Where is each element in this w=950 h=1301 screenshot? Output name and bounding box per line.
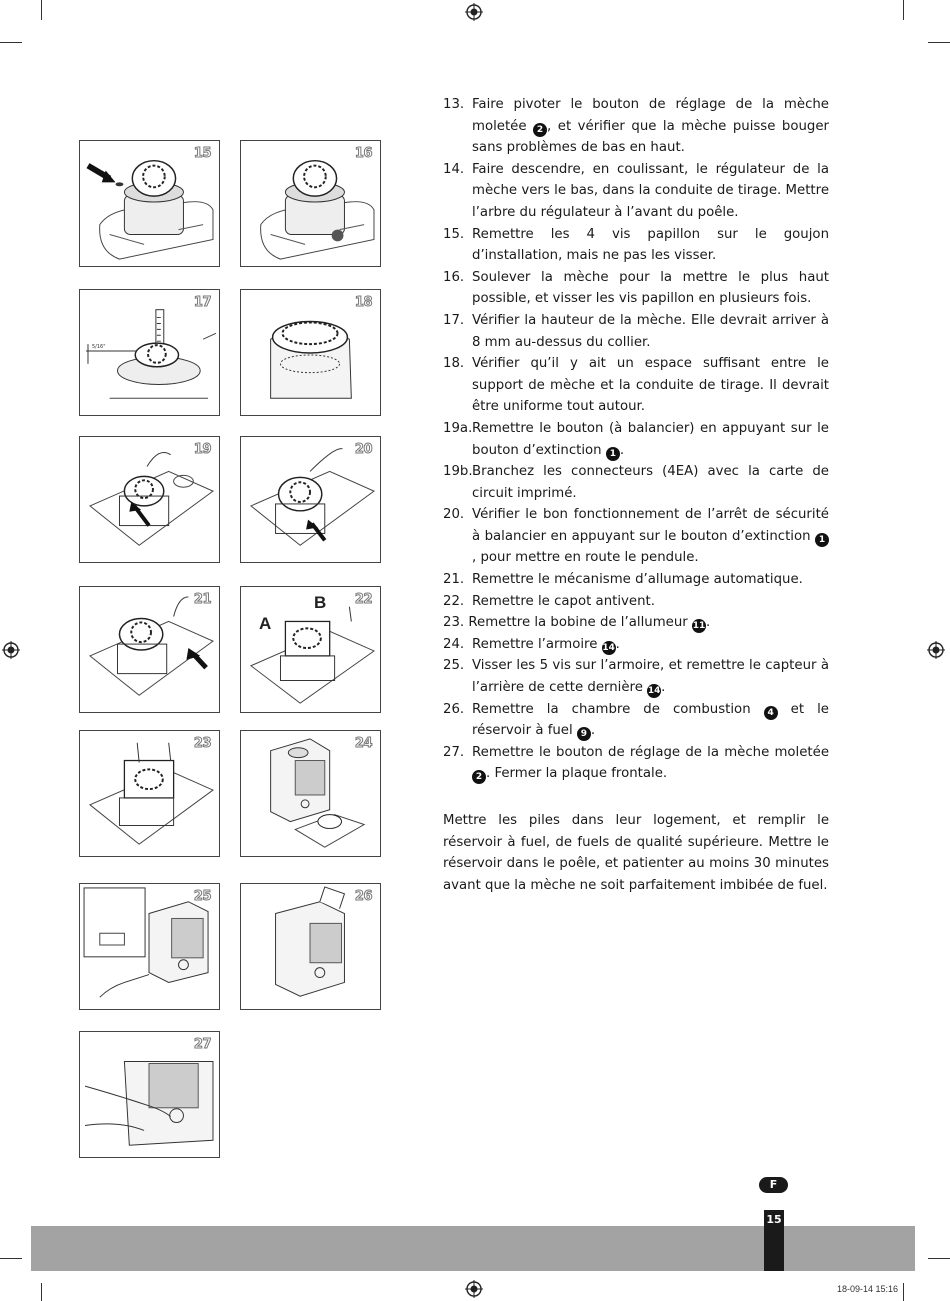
step-number: 13. xyxy=(443,97,465,112)
step-number: 26. xyxy=(443,701,465,717)
registration-mark-icon xyxy=(465,1280,483,1298)
registration-mark-icon xyxy=(2,641,20,659)
step-number: 15. xyxy=(443,226,465,242)
crop-mark xyxy=(928,42,950,43)
figure-23 xyxy=(79,730,220,857)
figure-24 xyxy=(240,730,381,857)
figure-27 xyxy=(79,1031,220,1158)
part-number-circle-icon: 14 xyxy=(647,686,661,697)
step-text: Remettre l’armoire xyxy=(472,636,602,652)
figure-number: 24 xyxy=(354,736,372,751)
step-number: 22. xyxy=(443,593,465,609)
figure-number: 23 xyxy=(193,736,211,751)
step-number: 14. xyxy=(443,161,465,177)
step-text: Vérifier la hauteur de la mèche. Elle devrait arriver à 8 mm au-dessus du collier. xyxy=(472,312,829,350)
step-item xyxy=(443,655,829,698)
scale-label: 5/16" xyxy=(92,344,106,350)
step-text: Remettre les 4 vis papillon sur le goujon d’installation, mais ne pas les visser. xyxy=(472,226,829,264)
figure-number: 22 xyxy=(354,592,372,607)
crop-mark xyxy=(0,42,22,43)
step-number: 27. xyxy=(443,744,465,760)
figure-number: 26 xyxy=(354,889,372,904)
step-text: Soulever la mèche pour la mettre le plus haut possible, et visser les vis papillon en plusieurs fois. xyxy=(472,269,829,307)
part-number-circle-icon: 2 xyxy=(533,123,547,137)
part-number-circle-icon: 14 xyxy=(602,642,615,653)
part-number-circle-icon: 4 xyxy=(764,706,778,720)
figure-number: 19 xyxy=(193,442,211,457)
step-item xyxy=(443,569,829,591)
crop-mark xyxy=(903,0,904,20)
figure-25 xyxy=(79,883,220,1010)
label-a: A xyxy=(259,614,272,633)
step-item xyxy=(443,504,829,569)
figure-number: 17 xyxy=(193,295,211,310)
step-text: Remettre la chambre de combustion xyxy=(472,701,764,717)
step-text: . xyxy=(661,680,666,696)
step-item xyxy=(443,591,829,613)
step-number: 19a. xyxy=(443,420,473,436)
figure-number: 25 xyxy=(193,889,211,904)
figure-17 xyxy=(79,289,220,416)
page-number: 15 xyxy=(764,1210,784,1271)
figure-number: 18 xyxy=(354,295,372,310)
figure-18 xyxy=(240,289,381,416)
step-text: , pour mettre en route le pendule. xyxy=(472,550,699,566)
part-number-circle-icon: 2 xyxy=(472,770,486,784)
step-text: Vérifier le bon fonctionnement de l’arrêt de sécurité à balancier en appuyant sur le bouton d’extinction xyxy=(472,507,829,544)
step-number: 17. xyxy=(443,312,465,328)
figure-number: 16 xyxy=(354,146,372,161)
step-number: 16. xyxy=(443,269,465,285)
step-item xyxy=(443,699,829,742)
step-item xyxy=(443,418,829,461)
step-item xyxy=(443,634,829,656)
figure-15 xyxy=(79,140,220,267)
part-number-circle-icon: 1 xyxy=(815,533,829,547)
step-item xyxy=(443,353,829,418)
step-text: Faire descendre, en coulissant, le régulateur de la mèche vers le bas, dans la conduite de tirage. Mettre l’arbre du régulateur à l’avant du poêle. xyxy=(472,161,829,220)
step-text: . xyxy=(619,442,625,458)
step-text: Remettre le bouton (à balancier) en appuyant sur le bouton d’extinction xyxy=(472,420,829,458)
step-text: Visser les 5 vis sur l’armoire, et remettre le capteur à l’arrière de cette dernière xyxy=(472,658,829,696)
instruction-steps xyxy=(443,94,829,785)
label-b: B xyxy=(314,593,327,612)
step-text: Faire pivoter le bouton de réglage de la mèche moletée xyxy=(472,97,829,134)
crop-mark xyxy=(903,1283,904,1301)
figure-16 xyxy=(240,140,381,267)
step-item xyxy=(443,224,829,267)
step-text: . xyxy=(705,615,711,631)
closing-paragraph: Mettre les piles dans leur logement, et remplir le réservoir à fuel, de fuels de qualité supérieure. Mettre le réservoir dans le poêle, et patienter au moins 30 minutes avant que la mèche ne soit parfaitement imbibée de fuel. xyxy=(443,813,829,893)
step-item xyxy=(443,310,829,353)
registration-mark-icon xyxy=(927,641,945,659)
step-text: , et vérifier que la mèche puisse bouger sans problèmes de bas en haut. xyxy=(472,118,830,156)
part-number-circle-icon: 1 xyxy=(606,447,620,461)
step-text: et le réservoir à fuel xyxy=(472,701,829,739)
step-text: Remettre le capot antivent. xyxy=(472,593,655,609)
step-number: 24. xyxy=(443,636,465,652)
step-text: Remettre le mécanisme d’allumage automatique. xyxy=(472,572,803,588)
registration-mark-icon xyxy=(465,3,483,21)
step-text: . xyxy=(615,636,620,652)
step-item xyxy=(443,159,829,224)
figure-19 xyxy=(79,436,220,563)
step-number: 19b. xyxy=(443,464,473,480)
figure-number: 21 xyxy=(193,592,211,607)
step-text: Vérifier qu’il y ait un espace suffisant entre le support de mèche et la conduite de tirage. Il devrait être uniforme tout autour. xyxy=(472,356,829,415)
figure-26 xyxy=(240,883,381,1010)
step-text: Remettre la bobine de l’allumeur xyxy=(464,615,692,631)
step-number: 18. xyxy=(443,356,465,372)
step-text: . Fermer la plaque frontale. xyxy=(486,766,668,782)
crop-mark xyxy=(41,1283,42,1301)
crop-mark xyxy=(928,1258,950,1259)
step-number: 25. xyxy=(443,658,465,674)
figure-number: 20 xyxy=(354,442,372,457)
step-item xyxy=(443,612,829,634)
crop-mark xyxy=(0,1258,22,1259)
step-item xyxy=(443,267,829,310)
step-item xyxy=(443,461,829,504)
step-text: . xyxy=(590,723,596,739)
figure-20 xyxy=(240,436,381,563)
crop-mark xyxy=(41,0,42,20)
figure-22 xyxy=(240,586,381,713)
step-item xyxy=(443,742,829,785)
part-number-circle-icon: 9 xyxy=(577,727,591,741)
step-number: 21. xyxy=(443,572,465,588)
print-stamp: 18-09-14 15:16 xyxy=(836,1284,898,1294)
part-number-circle-icon: 11 xyxy=(692,621,706,632)
step-number: 23. xyxy=(443,615,465,631)
step-text: Branchez les connecteurs (4EA) avec la carte de circuit imprimé. xyxy=(472,464,829,501)
figure-number: 15 xyxy=(193,146,211,161)
step-number: 20. xyxy=(443,507,465,523)
step-text: Remettre le bouton de réglage de la mèche moletée xyxy=(472,744,829,760)
figure-21 xyxy=(79,586,220,713)
figure-number: 27 xyxy=(193,1037,211,1052)
language-badge: F xyxy=(759,1177,788,1193)
step-item xyxy=(443,94,829,159)
